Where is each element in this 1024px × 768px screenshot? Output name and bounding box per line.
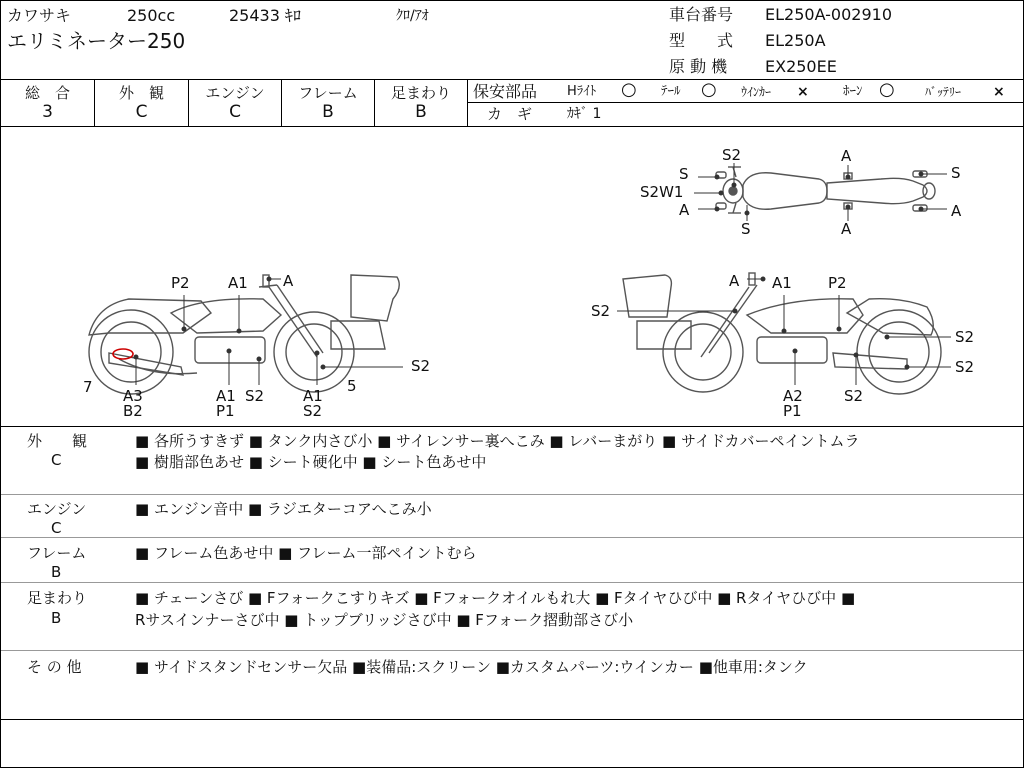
rule-engine: [1, 537, 1023, 538]
key-value: ｶｷﾞ 1: [567, 106, 602, 122]
frame-no-label: 車台番号: [669, 5, 734, 24]
grade-overall-value: 3: [42, 102, 53, 122]
lbl-left-p1: P1: [216, 402, 235, 420]
safety-headlight: Hﾗｲﾄ: [567, 84, 597, 99]
top-view-bike: [716, 167, 935, 213]
frame-no: EL250A-002910: [765, 5, 893, 24]
grade-overall: [1, 80, 95, 126]
lbl-top-a-top: A: [841, 147, 852, 165]
maker: カワサキ: [7, 6, 72, 25]
other-notes-1: ■ サイドスタンドセンサー欠品 ■装備品:スクリーン ■カスタムパーツ:ウインカー ■他車用:タンク: [135, 658, 808, 676]
engine-notes-1: ■ エンジン音中 ■ ラジエターコアへこみ小: [135, 500, 432, 518]
lbl-top-s2: S2: [722, 146, 742, 164]
grade-exterior-label: 外 観: [118, 84, 164, 102]
displacement: 250cc: [127, 6, 176, 25]
lbl-left-p2: P2: [171, 274, 190, 292]
lbl-left-s2-c: S2: [303, 402, 323, 420]
section-suspension: [1, 586, 1023, 648]
lbl-left-a1-c: A1: [303, 387, 323, 405]
rule-frame: [1, 582, 1023, 583]
grade-suspension-value: B: [415, 102, 427, 122]
lbl-top-a-fl: A: [679, 201, 690, 219]
exterior-title: 外 観: [27, 432, 88, 450]
rule-suspension: [1, 650, 1023, 651]
suspension-notes-2: Rサスインナーさび中 ■ トップブリッジさび中 ■ Fフォーク摺動部さび小: [135, 611, 634, 629]
lbl-left-s2-b: S2: [245, 387, 265, 405]
type-value: EL250A: [765, 31, 826, 50]
winker-mark: ×: [797, 84, 809, 100]
grade-frame-label: フレーム: [298, 84, 358, 102]
engine-grade: C: [51, 519, 62, 537]
battery-mark: ×: [993, 84, 1005, 100]
lbl-left-a3: A3: [123, 387, 143, 405]
lbl-top-a-bot: A: [841, 220, 852, 238]
grade-suspension-label: 足まわり: [390, 84, 451, 102]
grade-frame-value: B: [322, 102, 334, 122]
grade-overall-label: 総 合: [24, 84, 70, 102]
lbl-left-b2: B2: [123, 402, 143, 420]
damage-diagram: [1, 127, 1023, 425]
grade-frame: [282, 80, 375, 126]
lbl-top-s-fl: S: [679, 165, 689, 183]
engine-label: 原 動 機: [669, 57, 728, 76]
other-title: そ の 他: [27, 658, 82, 676]
key-label: カ ギ: [487, 105, 533, 123]
model-name: エリミネーター250: [7, 29, 186, 53]
exterior-notes-1: ■ 各所うすきず ■ タンク内さび小 ■ サイレンサー裏へこみ ■ レバーまがり ■ サイドカバーペイントムラ: [135, 432, 860, 450]
lbl-right-a2: A2: [783, 387, 803, 405]
lbl-top-s-rr: S: [951, 164, 961, 182]
safety-battery: ﾊﾞｯﾃﾘｰ: [925, 85, 962, 99]
suspension-grade: B: [51, 609, 62, 627]
lbl-right-s2-r2: S2: [955, 358, 975, 376]
lbl-left-7: 7: [83, 378, 93, 396]
lbl-top-s2w1: S2W1: [640, 183, 684, 201]
lbl-left-a1-b: A1: [216, 387, 236, 405]
section-engine: [1, 497, 1023, 537]
exterior-grade: C: [51, 451, 62, 469]
grade-engine-label: エンジン: [205, 84, 265, 102]
horn-mark: ○: [879, 79, 895, 100]
safety-title: 保安部品: [473, 82, 538, 101]
engine-title: エンジン: [27, 500, 87, 518]
taillight-mark: ○: [701, 79, 717, 100]
frame-title: フレーム: [27, 544, 87, 562]
lbl-top-s-bot: S: [741, 220, 751, 238]
lbl-left-a1: A1: [228, 274, 248, 292]
header: [1, 1, 1023, 80]
lbl-top-a-rr: A: [951, 202, 962, 220]
safety-horn: ﾎｰﾝ: [843, 84, 863, 99]
color: ｸﾛ/ｱｵ: [396, 8, 429, 24]
section-other: [1, 655, 1023, 715]
safety-winker: ｳｲﾝｶｰ: [741, 85, 772, 99]
rule-other: [1, 719, 1023, 720]
diagram-bottom-rule: [1, 426, 1023, 427]
engine-value: EX250EE: [765, 57, 837, 76]
safety-divider: [468, 102, 1023, 103]
suspension-title: 足まわり: [27, 589, 88, 607]
type-label: 型 式: [669, 31, 734, 50]
lbl-left-a: A: [283, 272, 294, 290]
grade-exterior-value: C: [135, 102, 148, 122]
motorcycle-drawings: [1, 127, 1023, 425]
lbl-right-p1: P1: [783, 402, 802, 420]
grade-exterior: [95, 80, 189, 126]
safety-taillight: ﾃｰﾙ: [661, 84, 681, 99]
section-exterior: [1, 429, 1023, 493]
suspension-notes-1: ■ チェーンさび ■ Fフォークこすりキズ ■ Fフォークオイルもれ大 ■ Fタイヤひび中 ■ Rタイヤひび中 ■: [135, 589, 856, 607]
lbl-right-s2-r1: S2: [955, 328, 975, 346]
lbl-right-a: A: [729, 272, 740, 290]
grade-engine: [189, 80, 282, 126]
exterior-notes-2: ■ 樹脂部色あせ ■ シート硬化中 ■ シート色あせ中: [135, 453, 487, 471]
grade-engine-value: C: [229, 102, 241, 122]
mileage: 25433 ｷﾛ: [229, 6, 301, 25]
lbl-left-5: 5: [347, 377, 357, 395]
grade-row: [1, 80, 1023, 127]
headlight-mark: ○: [621, 79, 637, 100]
lbl-right-s2-left: S2: [591, 302, 611, 320]
grade-suspension: [375, 80, 468, 126]
frame-notes-1: ■ フレーム色あせ中 ■ フレーム一部ペイントむら: [135, 544, 477, 562]
rule-exterior: [1, 494, 1023, 495]
lbl-left-s2-right: S2: [411, 357, 431, 375]
lbl-right-p2: P2: [828, 274, 847, 292]
lbl-right-s2-b: S2: [844, 387, 864, 405]
lbl-right-a1: A1: [772, 274, 792, 292]
frame-grade: B: [51, 563, 62, 581]
section-frame: [1, 541, 1023, 581]
